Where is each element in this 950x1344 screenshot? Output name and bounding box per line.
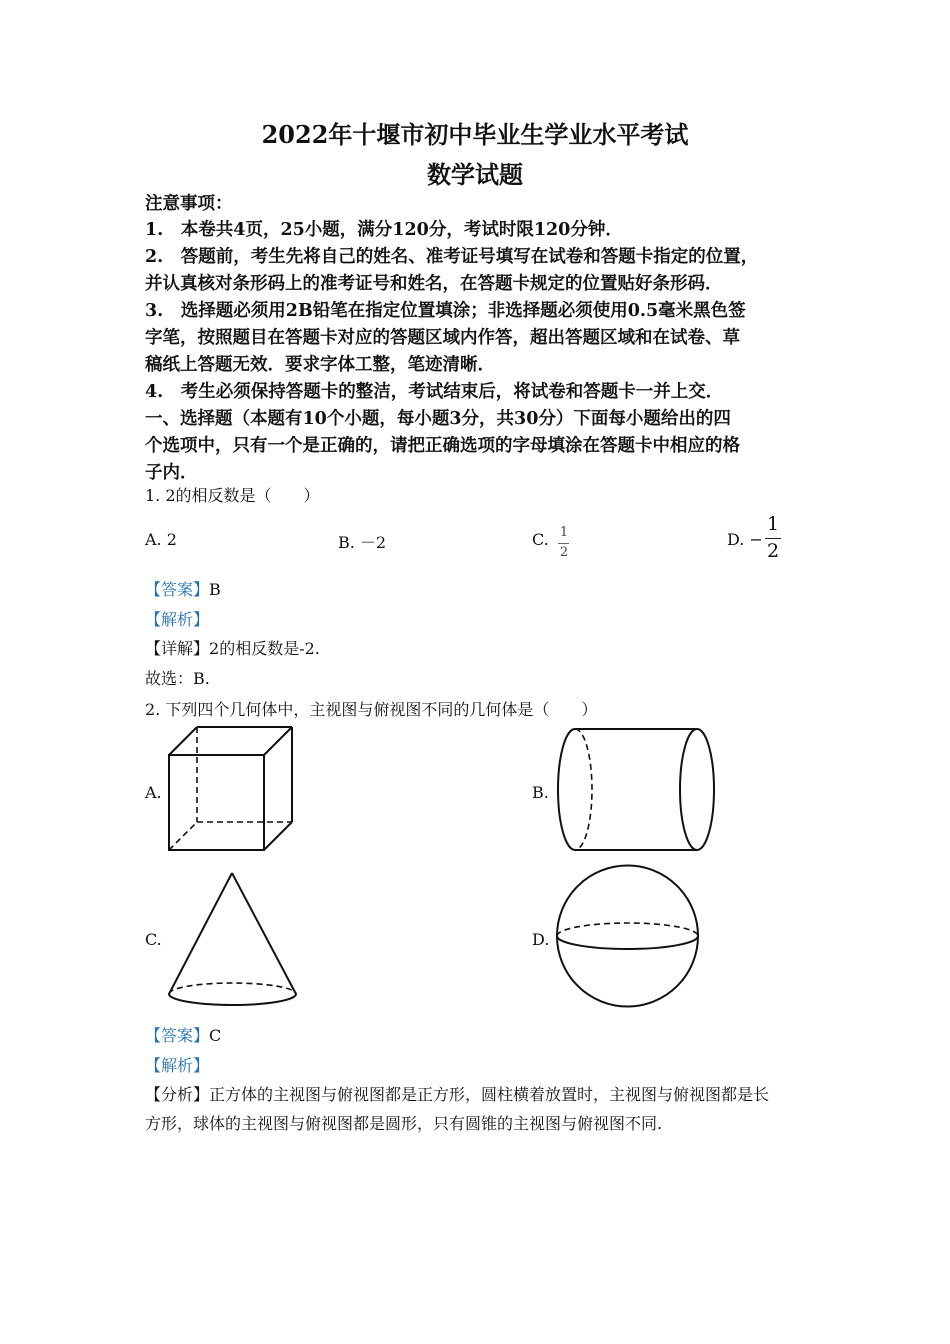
q2-option-c: C.: [145, 930, 162, 949]
notice-line: 稿纸上答题无效．要求字体工整，笔迹清晰．: [145, 355, 495, 375]
q1-option-d-denominator: 2: [766, 540, 780, 562]
cube-icon: [160, 720, 300, 860]
notice-line: 字笔，按照题目在答题卡对应的答题区域内作答，超出答题区域和在试卷、草: [145, 328, 740, 348]
q2-option-a: A.: [145, 783, 162, 802]
cylinder-icon: [550, 722, 725, 857]
fenxi-tag: 【分析】: [145, 1085, 210, 1104]
section-heading-line: 子内．: [145, 463, 198, 483]
q1-analysis-tag: 【解析】: [145, 610, 210, 629]
q1-option-c-fraction-bar: [558, 543, 569, 544]
answer-tag: 【答案】: [145, 580, 210, 599]
q1-option-d-numerator: 1: [766, 513, 780, 535]
q2-option-b: B.: [532, 783, 549, 802]
notice-line: 4. 考生必须保持答题卡的整洁，考试结束后，将试卷和答题卡一并上交．: [145, 382, 724, 402]
fenxi-text: 正方体的主视图与俯视图都是正方形，圆柱横着放置时，主视图与俯视图都是长: [209, 1085, 770, 1104]
q1-option-b: B. －2: [338, 533, 387, 552]
q1-option-c-denominator: 2: [559, 545, 569, 560]
answer-value: C: [209, 1026, 222, 1045]
q2-answer: [145, 1023, 221, 1046]
answer-tag: 【答案】: [145, 1026, 210, 1045]
q2-fenxi-line: [145, 1082, 769, 1105]
q1-answer: [145, 577, 221, 600]
notice-line: 3. 选择题必须用2B铅笔在指定位置填涂；非选择题必须使用0.5毫米黑色签: [145, 301, 746, 321]
notice-line: 2. 答题前，考生先将自己的姓名、准考证号填写在试卷和答题卡指定的位置，: [145, 247, 759, 267]
notice-heading: 注意事项：: [145, 194, 233, 214]
q1-option-c-label: C.: [532, 530, 549, 549]
q1-option-c-numerator: 1: [559, 525, 569, 540]
q1-option-d-fraction-bar: [765, 538, 781, 539]
detail-tag: 【详解】: [145, 639, 210, 658]
sphere-icon: [550, 862, 710, 1012]
q2-fenxi-line: 方形，球体的主视图与俯视图都是圆形，只有圆锥的主视图与俯视图不同.: [145, 1114, 663, 1133]
q1-choose: 故选：B.: [145, 669, 210, 688]
q2-analysis-tag: 【解析】: [145, 1056, 210, 1075]
q2-option-d: D.: [532, 930, 550, 949]
q1-detail: [145, 636, 320, 659]
answer-value: B: [209, 580, 221, 599]
exam-subtitle: 数学试题: [427, 160, 523, 189]
detail-text: 2的相反数是-2.: [209, 639, 320, 658]
q1-stem: 1. 2的相反数是（ ）: [145, 486, 320, 505]
q2-stem: 2. 下列四个几何体中，主视图与俯视图不同的几何体是（ ）: [145, 700, 598, 719]
exam-title: 2022年十堰市初中毕业生学业水平考试: [261, 120, 689, 149]
cone-icon: [160, 868, 305, 1013]
section-heading-line: 个选项中，只有一个是正确的，请把正确选项的字母填涂在答题卡中相应的格: [145, 436, 740, 456]
q1-option-d-label: D. −: [727, 530, 763, 549]
notice-line: 1. 本卷共4页，25小题，满分120分，考试时限120分钟．: [145, 220, 623, 240]
q1-option-a: A. 2: [145, 530, 177, 549]
notice-line: 并认真核对条形码上的准考证号和姓名，在答题卡规定的位置贴好条形码．: [145, 274, 723, 294]
section-heading-line: 一、选择题（本题有10个小题，每小题3分，共30分）下面每小题给出的四: [145, 409, 731, 429]
